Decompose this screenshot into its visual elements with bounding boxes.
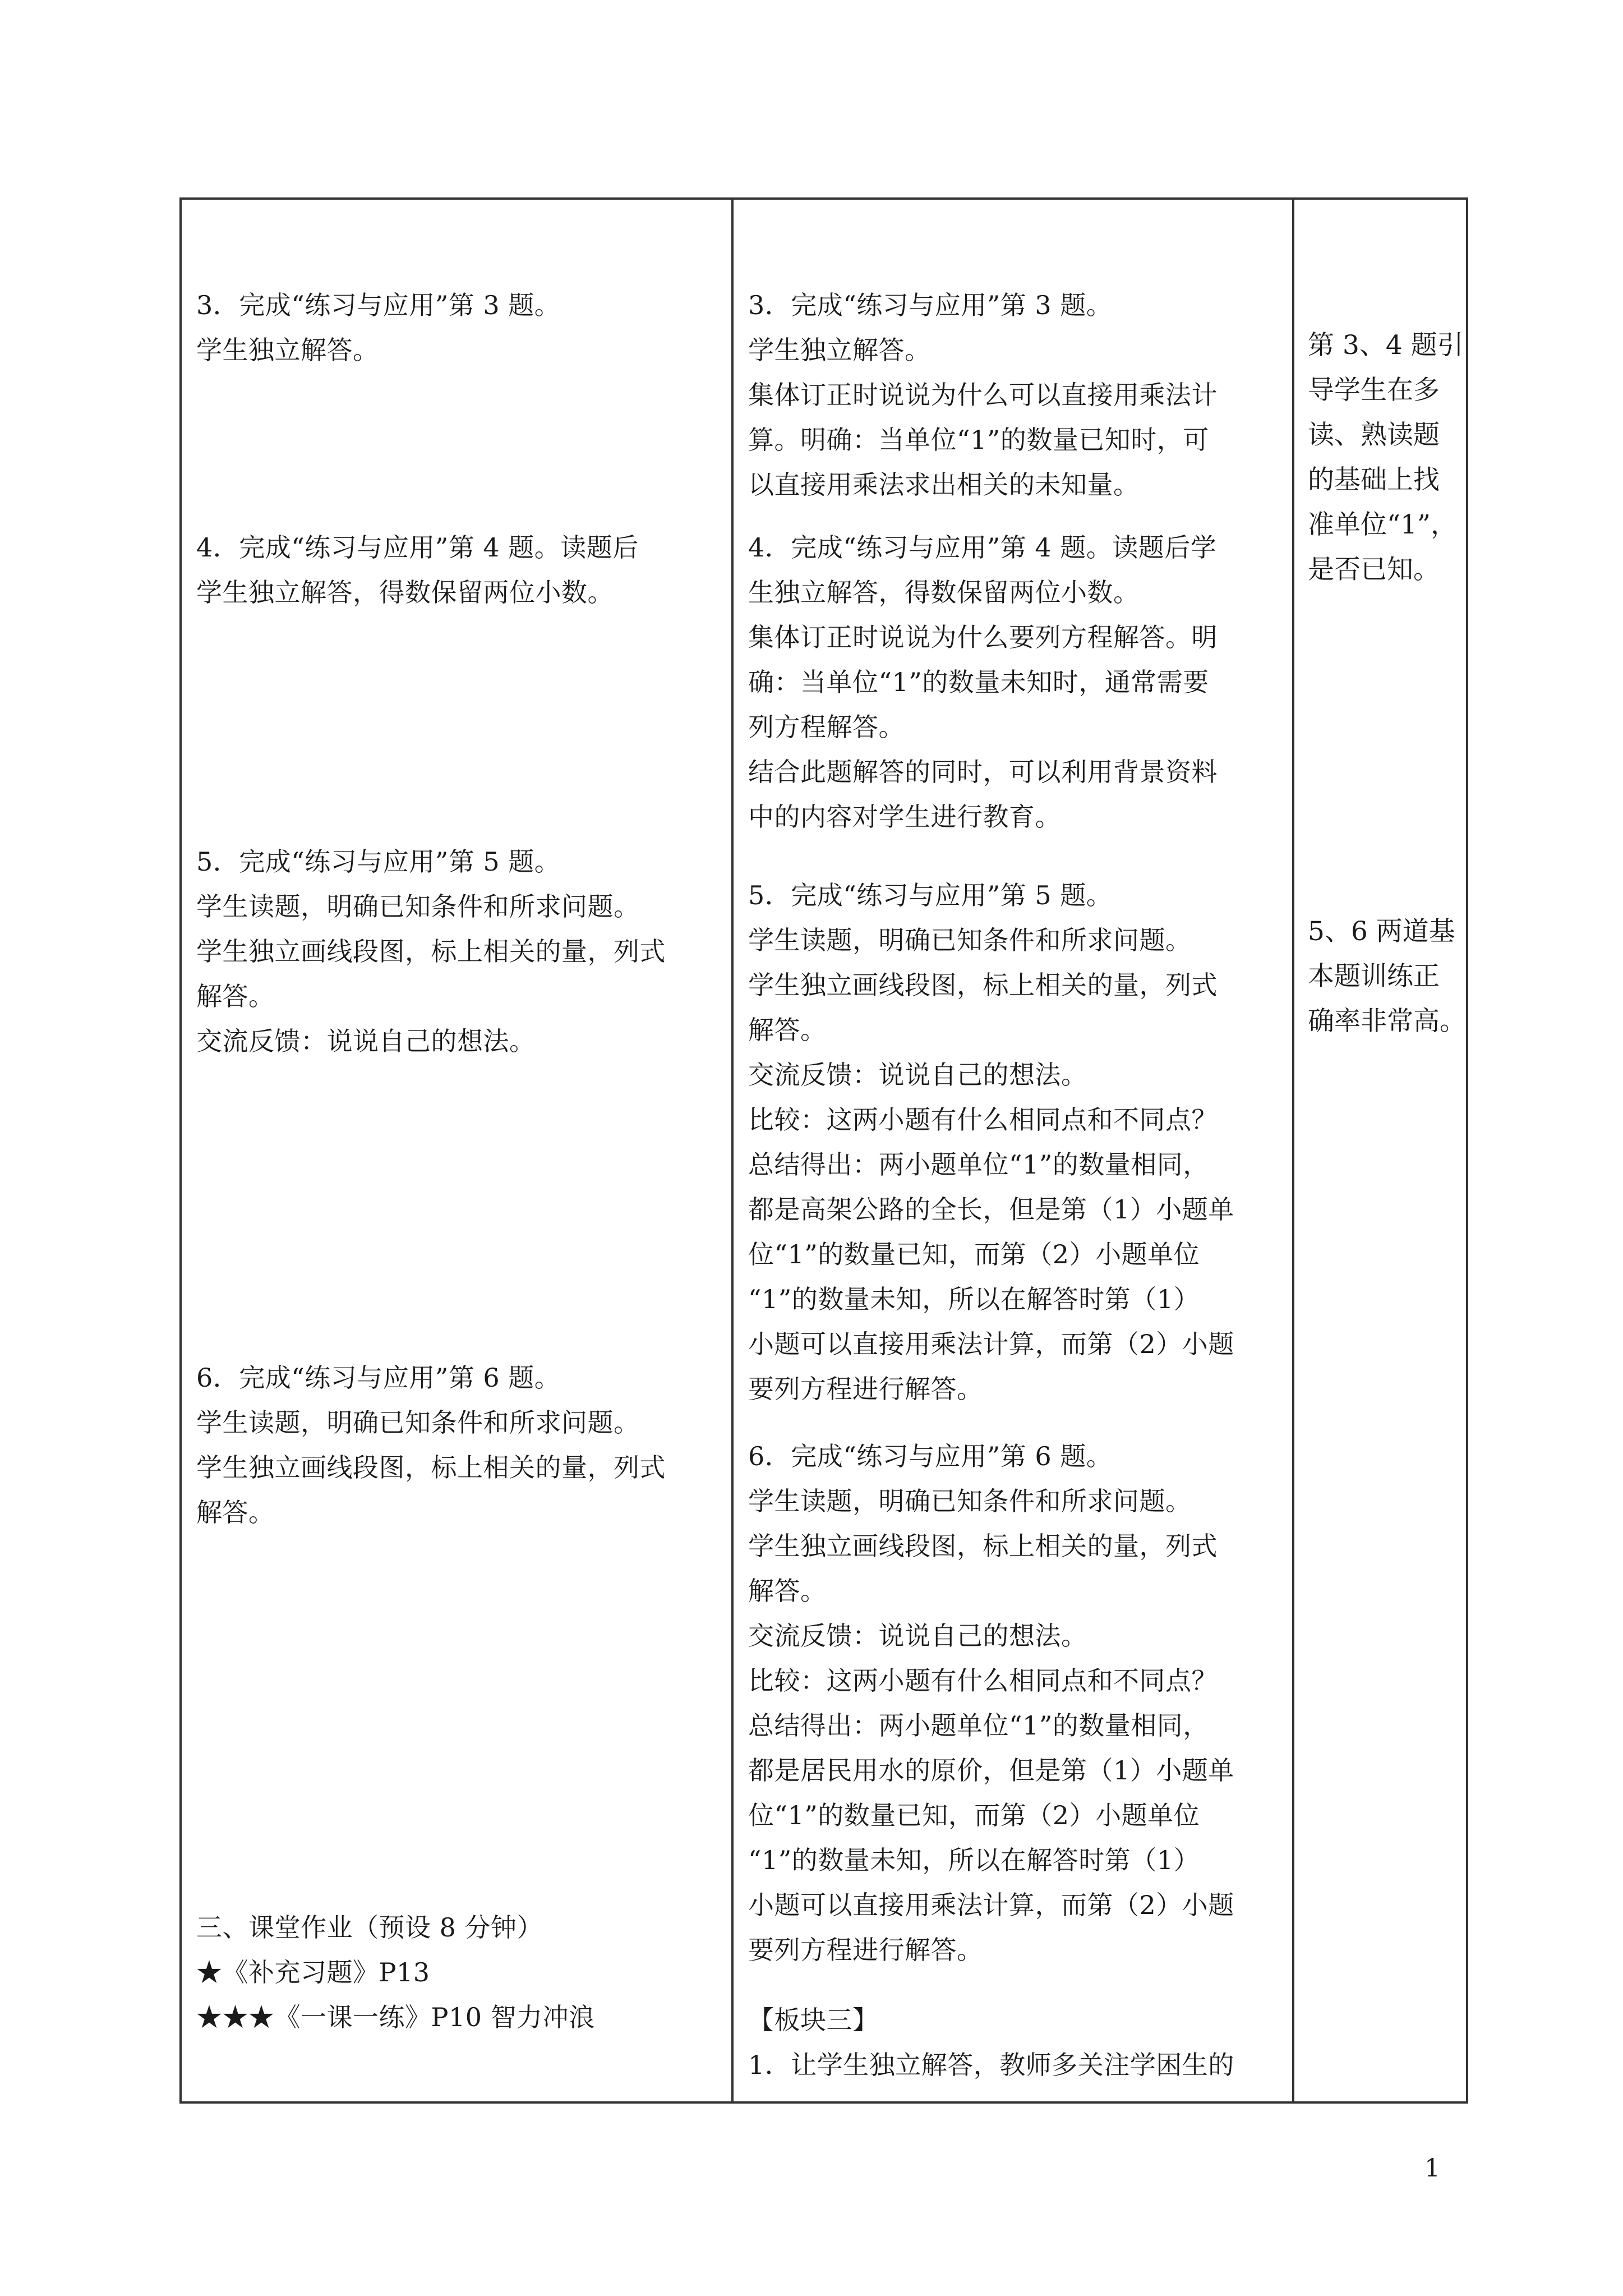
text-line: 学生独立画线段图，标上相关的量，列式 [748,970,1218,1000]
text-line: 小题可以直接用乘法计算，而第（2）小题 [748,1329,1234,1359]
text-line: 都是高架公路的全长，但是第（1）小题单 [748,1194,1234,1225]
lesson-plan-table [179,197,1468,2104]
text-line: 5、6 两道基 [1308,916,1455,947]
column-divider [731,200,734,2101]
teacher-guidance-column [748,200,1287,2101]
text-line: 4．完成“练习与应用”第 4 题。读题后学 [748,532,1217,563]
text-line: 比较：这两小题有什么相同点和不同点？ [748,1665,1218,1696]
text-line: 学生读题，明确已知条件和所求问题。 [748,1486,1192,1516]
text-line: 要列方程进行解答。 [748,1374,983,1404]
text-line: 结合此题解答的同时，可以利用背景资料 [748,757,1218,787]
col2-block3 [748,1998,1287,2087]
col3-note1 [1308,323,1468,592]
text-line: 要列方程进行解答。 [748,1935,983,1965]
text-line: 交流反馈：说说自己的想法。 [748,1060,1087,1090]
text-line: 位“1”的数量已知，而第（2）小题单位 [748,1800,1200,1830]
col2-task4 [748,525,1287,839]
text-line: 6．完成“练习与应用”第 6 题。 [196,1363,561,1393]
text-line: 5．完成“练习与应用”第 5 题。 [748,880,1113,910]
text-line: ★《补充习题》P13 [196,1957,430,1987]
student-activity-column [196,200,723,2101]
text-line: 解答。 [748,1015,827,1045]
text-line: 解答。 [748,1576,827,1606]
text-line: 准单位“1”， [1308,509,1457,540]
text-line: ★★★《一课一练》P10 智力冲浪 [196,2002,595,2032]
col3-note2 [1308,909,1468,1044]
column-divider [1292,200,1294,2101]
text-line: 交流反馈：说说自己的想法。 [196,1026,536,1056]
text-line: 位“1”的数量已知，而第（2）小题单位 [748,1239,1200,1269]
text-line: 学生独立解答。 [196,335,379,365]
text-line: 解答。 [196,981,275,1011]
text-line: 交流反馈：说说自己的想法。 [748,1621,1087,1651]
text-line: 学生读题，明确已知条件和所求问题。 [196,1407,640,1438]
col2-task3 [748,283,1287,507]
text-line: 学生独立解答。 [748,335,931,365]
text-line: 读、熟读题 [1308,420,1440,450]
text-line: 是否已知。 [1308,554,1440,585]
text-line: 学生独立画线段图，标上相关的量，列式 [196,1452,666,1483]
text-line: 导学生在多 [1308,375,1440,406]
col1-task4 [196,525,723,615]
text-line: 学生独立解答，得数保留两位小数。 [196,577,614,608]
text-line: 三、课堂作业（预设 8 分钟） [196,1912,543,1943]
text-line: 的基础上找 [1308,464,1440,495]
text-line: 总结得出：两小题单位“1”的数量相同， [748,1710,1209,1741]
col2-task5 [748,873,1287,1411]
text-line: “1”的数量未知，所以在解答时第（1） [748,1845,1200,1875]
text-line: 以直接用乘法求出相关的未知量。 [748,470,1140,500]
col1-task3 [196,283,723,372]
col1-task5 [196,839,723,1064]
design-notes-column [1308,200,1468,2101]
col1-task6 [196,1355,723,1535]
text-line: 5．完成“练习与应用”第 5 题。 [196,846,561,877]
text-line: 【板块三】 [748,2005,879,2035]
col2-task6 [748,1434,1287,1972]
text-line: 学生独立画线段图，标上相关的量，列式 [748,1531,1218,1561]
text-line: 1．让学生独立解答，教师多关注学困生的 [748,2050,1234,2080]
text-line: 算。明确：当单位“1”的数量已知时，可 [748,425,1209,455]
text-line: 4．完成“练习与应用”第 4 题。读题后 [196,532,639,563]
text-line: 都是居民用水的原价，但是第（1）小题单 [748,1755,1234,1786]
text-line: 第 3、4 题引 [1308,330,1464,361]
text-line: 小题可以直接用乘法计算，而第（2）小题 [748,1890,1234,1920]
text-line: 6．完成“练习与应用”第 6 题。 [748,1441,1113,1471]
text-line: 确：当单位“1”的数量未知时，通常需要 [748,667,1209,697]
text-line: 比较：这两小题有什么相同点和不同点？ [748,1105,1218,1135]
text-line: 集体订正时说说为什么可以直接用乘法计 [748,380,1218,410]
text-line: 3．完成“练习与应用”第 3 题。 [748,290,1113,320]
text-line: 学生读题，明确已知条件和所求问题。 [196,891,640,922]
text-line: “1”的数量未知，所以在解答时第（1） [748,1284,1200,1314]
text-line: 本题训练正 [1308,961,1440,992]
text-line: 总结得出：两小题单位“1”的数量相同， [748,1149,1209,1180]
text-line: 集体订正时说说为什么要列方程解答。明 [748,622,1218,652]
text-line: 学生读题，明确已知条件和所求问题。 [748,925,1192,955]
text-line: 生独立解答，得数保留两位小数。 [748,577,1140,608]
page-number: 1 [1424,2154,1440,2183]
text-line: 学生独立画线段图，标上相关的量，列式 [196,936,666,967]
col1-homework [196,1905,723,2040]
text-line: 确率非常高。 [1308,1006,1466,1037]
text-line: 列方程解答。 [748,712,905,742]
text-line: 解答。 [196,1497,275,1527]
text-line: 3．完成“练习与应用”第 3 题。 [196,290,561,320]
text-line: 中的内容对学生进行教育。 [748,802,1061,832]
